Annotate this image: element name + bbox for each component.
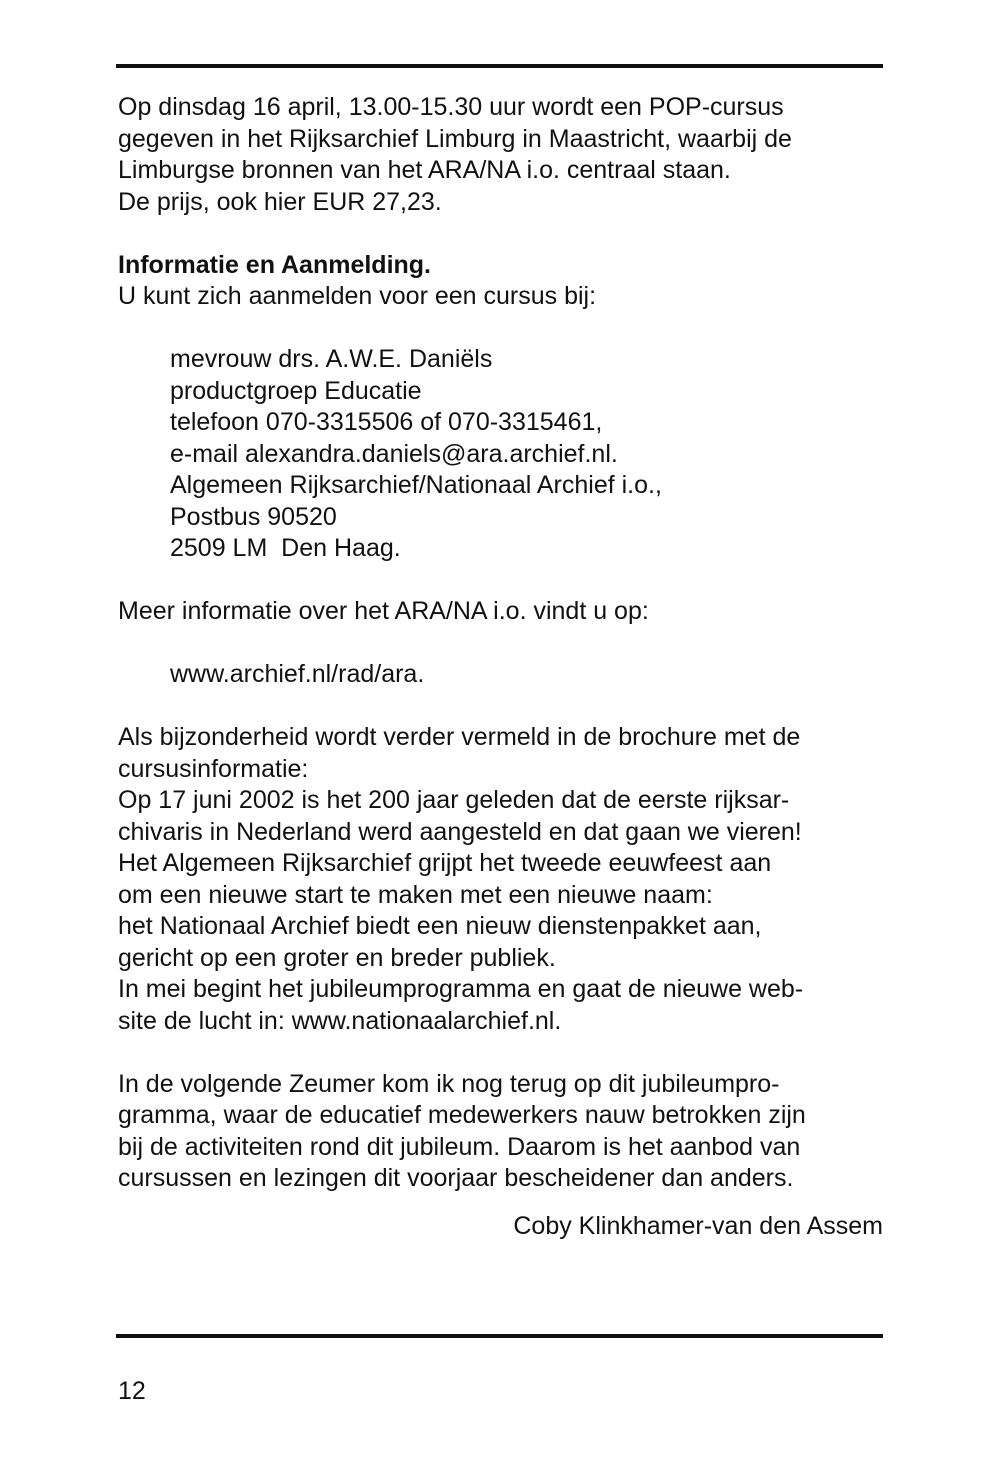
page-body <box>118 92 883 1242</box>
text-line: gramma, waar de educatief medewerkers nauw betrokken zijn <box>118 1101 806 1129</box>
info-text: U kunt zich aanmelden voor een cursus bij: <box>118 282 597 310</box>
info-section <box>118 250 883 313</box>
text-line: In mei begint het jubileumprogramma en gaat de nieuwe web- <box>118 975 804 1003</box>
text-line: Als bijzonderheid wordt verder vermeld in de brochure met de <box>118 723 801 751</box>
info-heading: Informatie en Aanmelding. <box>118 250 432 279</box>
text-line: site de lucht in: www.nationaalarchief.nl. <box>118 1006 562 1035</box>
bottom-rule <box>116 1334 883 1338</box>
intro-paragraph <box>118 92 883 218</box>
jubilee-paragraph <box>118 722 883 1037</box>
text-line: chivaris in Nederland werd aangesteld en dat gaan we vieren! <box>118 817 802 846</box>
top-rule <box>116 64 883 68</box>
contact-line: mevrouw drs. A.W.E. Daniëls <box>170 345 493 373</box>
contact-email: e-mail alexandra.daniels@ara.archief.nl. <box>170 439 618 468</box>
author-signature: Coby Klinkhamer-van den Assem <box>513 1211 883 1240</box>
contact-line: 2509 LM Den Haag. <box>170 534 401 562</box>
text-line: het Nationaal Archief biedt een nieuw dienstenpakket aan, <box>118 912 762 940</box>
page-number: 12 <box>118 1377 146 1405</box>
contact-line: Algemeen Rijksarchief/Nationaal Archief i.o., <box>170 471 662 499</box>
text-line: In de volgende Zeumer kom ik nog terug op dit jubileumpro- <box>118 1069 780 1098</box>
more-info-text: Meer informatie over het ARA/NA i.o. vindt u op: <box>118 597 649 625</box>
text-line: Limburgse bronnen van het ARA/NA i.o. centraal staan. <box>118 156 731 184</box>
archive-url: www.archief.nl/rad/ara. <box>170 660 425 688</box>
closing-paragraph <box>118 1069 883 1195</box>
text-line: gericht op een groter en breder publiek. <box>118 943 556 972</box>
text-line: De prijs, ook hier EUR 27,23. <box>118 187 442 216</box>
text-line: gegeven in het Rijksarchief Limburg in Maastricht, waarbij de <box>118 124 792 153</box>
text-line: Op 17 juni 2002 is het 200 jaar geleden dat de eerste rijksar- <box>118 786 790 814</box>
contact-line: productgroep Educatie <box>170 376 422 405</box>
text-line: cursusinformatie: <box>118 754 309 783</box>
text-line: bij de activiteiten rond dit jubileum. Daarom is het aanbod van <box>118 1132 801 1161</box>
text-line: cursussen en lezingen dit voorjaar bescheidener dan anders. <box>118 1164 794 1192</box>
contact-address <box>118 344 883 565</box>
text-line: Het Algemeen Rijksarchief grijpt het tweede eeuwfeest aan <box>118 849 772 877</box>
contact-line: Postbus 90520 <box>170 502 337 531</box>
text-line: om een nieuwe start te maken met een nieuwe naam: <box>118 880 713 909</box>
text-line: Op dinsdag 16 april, 13.00-15.30 uur wordt een POP-cursus <box>118 93 784 121</box>
contact-line: telefoon 070-3315506 of 070-3315461, <box>170 408 603 436</box>
